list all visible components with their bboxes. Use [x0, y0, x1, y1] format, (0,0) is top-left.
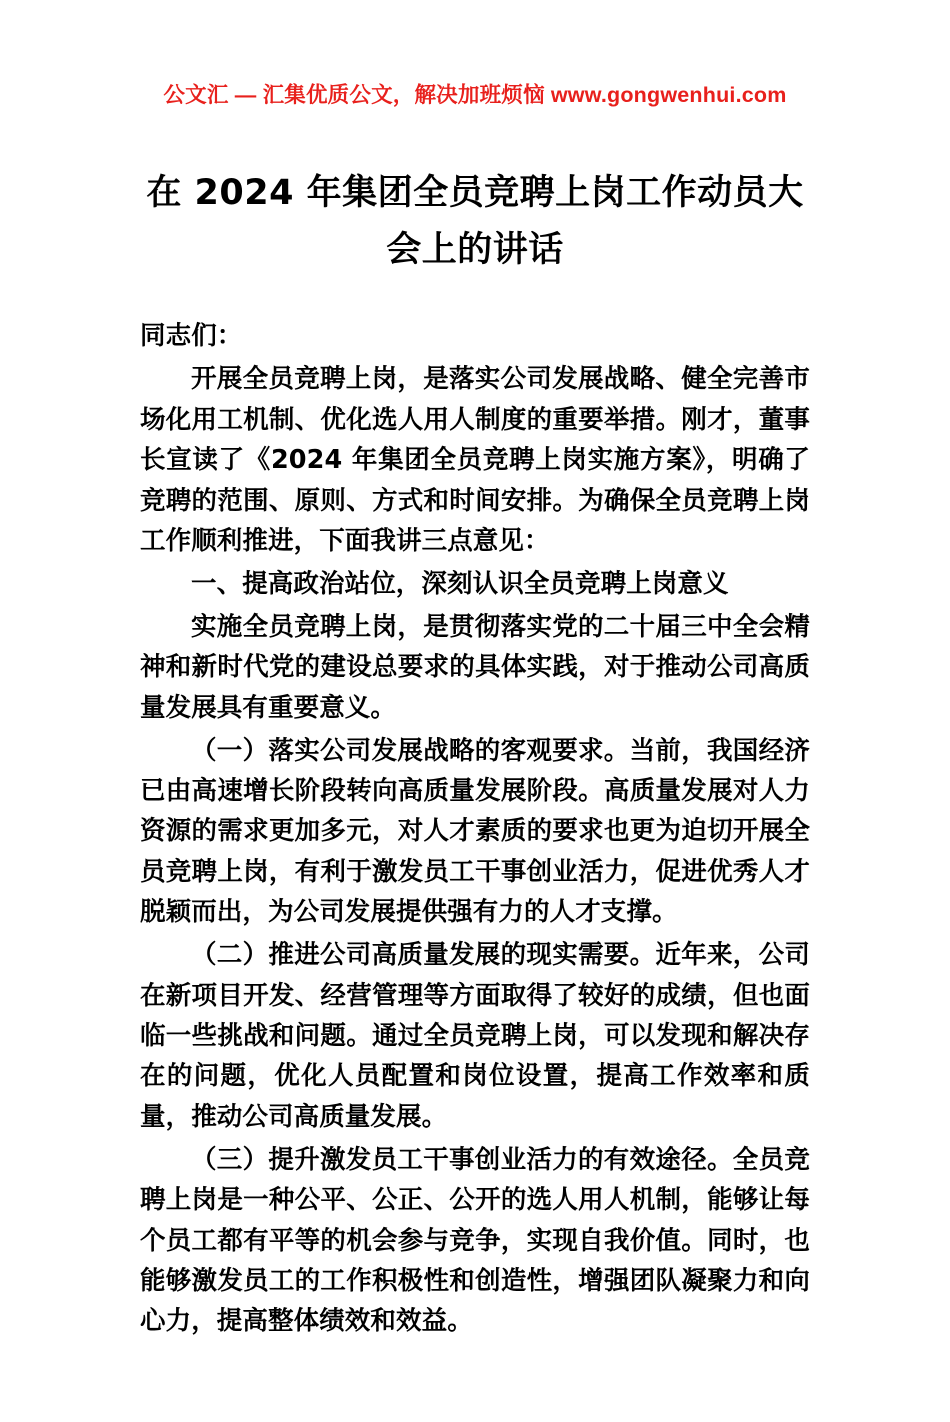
- page-title: 在 2024 年集团全员竞聘上岗工作动员大会上的讲话: [146, 173, 804, 270]
- paragraph: （三）提升激发员工干事创业活力的有效途径。全员竞聘上岗是一种公平、公正、公开的选人用人机制，能够让每个员工都有平等的机会参与竞争，实现自我价值。同时，也能够激发员工的工作积极性和创造性，增强团队凝聚力和向心力，提高整体绩效和效益。: [140, 1144, 810, 1337]
- site-watermark: 公文汇 — 汇集优质公文，解决加班烦恼 www.gongwenhui.com: [163, 83, 787, 107]
- paragraph: （一）落实公司发展战略的客观要求。当前，我国经济已由高速增长阶段转向高质量发展阶段。高质量发展对人力资源的需求更加多元，对人才素质的要求也更为迫切开展全员竞聘上岗，有利于激发员工干事创业活力，促进优秀人才脱颖而出，为公司发展提供强有力的人才支撑。: [140, 735, 810, 928]
- document-body: [140, 316, 810, 1341]
- section-heading-1: 一、提高政治站位，深刻认识全员竞聘上岗意义: [191, 568, 729, 599]
- paragraph: 开展全员竞聘上岗，是落实公司发展战略、健全完善市场化用工机制、优化选人用人制度的重要举措。刚才，董事长宣读了《2024 年集团全员竞聘上岗实施方案》，明确了竞聘的范围、原则、方式和时间安排。为确保全员竞聘上岗工作顺利推进，下面我讲三点意见：: [140, 364, 810, 556]
- paragraph: （二）推进公司高质量发展的现实需要。近年来，公司在新项目开发、经营管理等方面取得了较好的成绩，但也面临一些挑战和问题。通过全员竞聘上岗，可以发现和解决存在的问题，优化人员配置和岗位设置，提高工作效率和质量，推动公司高质量发展。: [140, 940, 810, 1132]
- document-page: [0, 78, 950, 1422]
- salutation: 同志们：: [140, 321, 243, 352]
- paragraph: 实施全员竞聘上岗，是贯彻落实党的二十届三中全会精神和新时代党的建设总要求的具体实践，对于推动公司高质量发展具有重要意义。: [140, 611, 810, 723]
